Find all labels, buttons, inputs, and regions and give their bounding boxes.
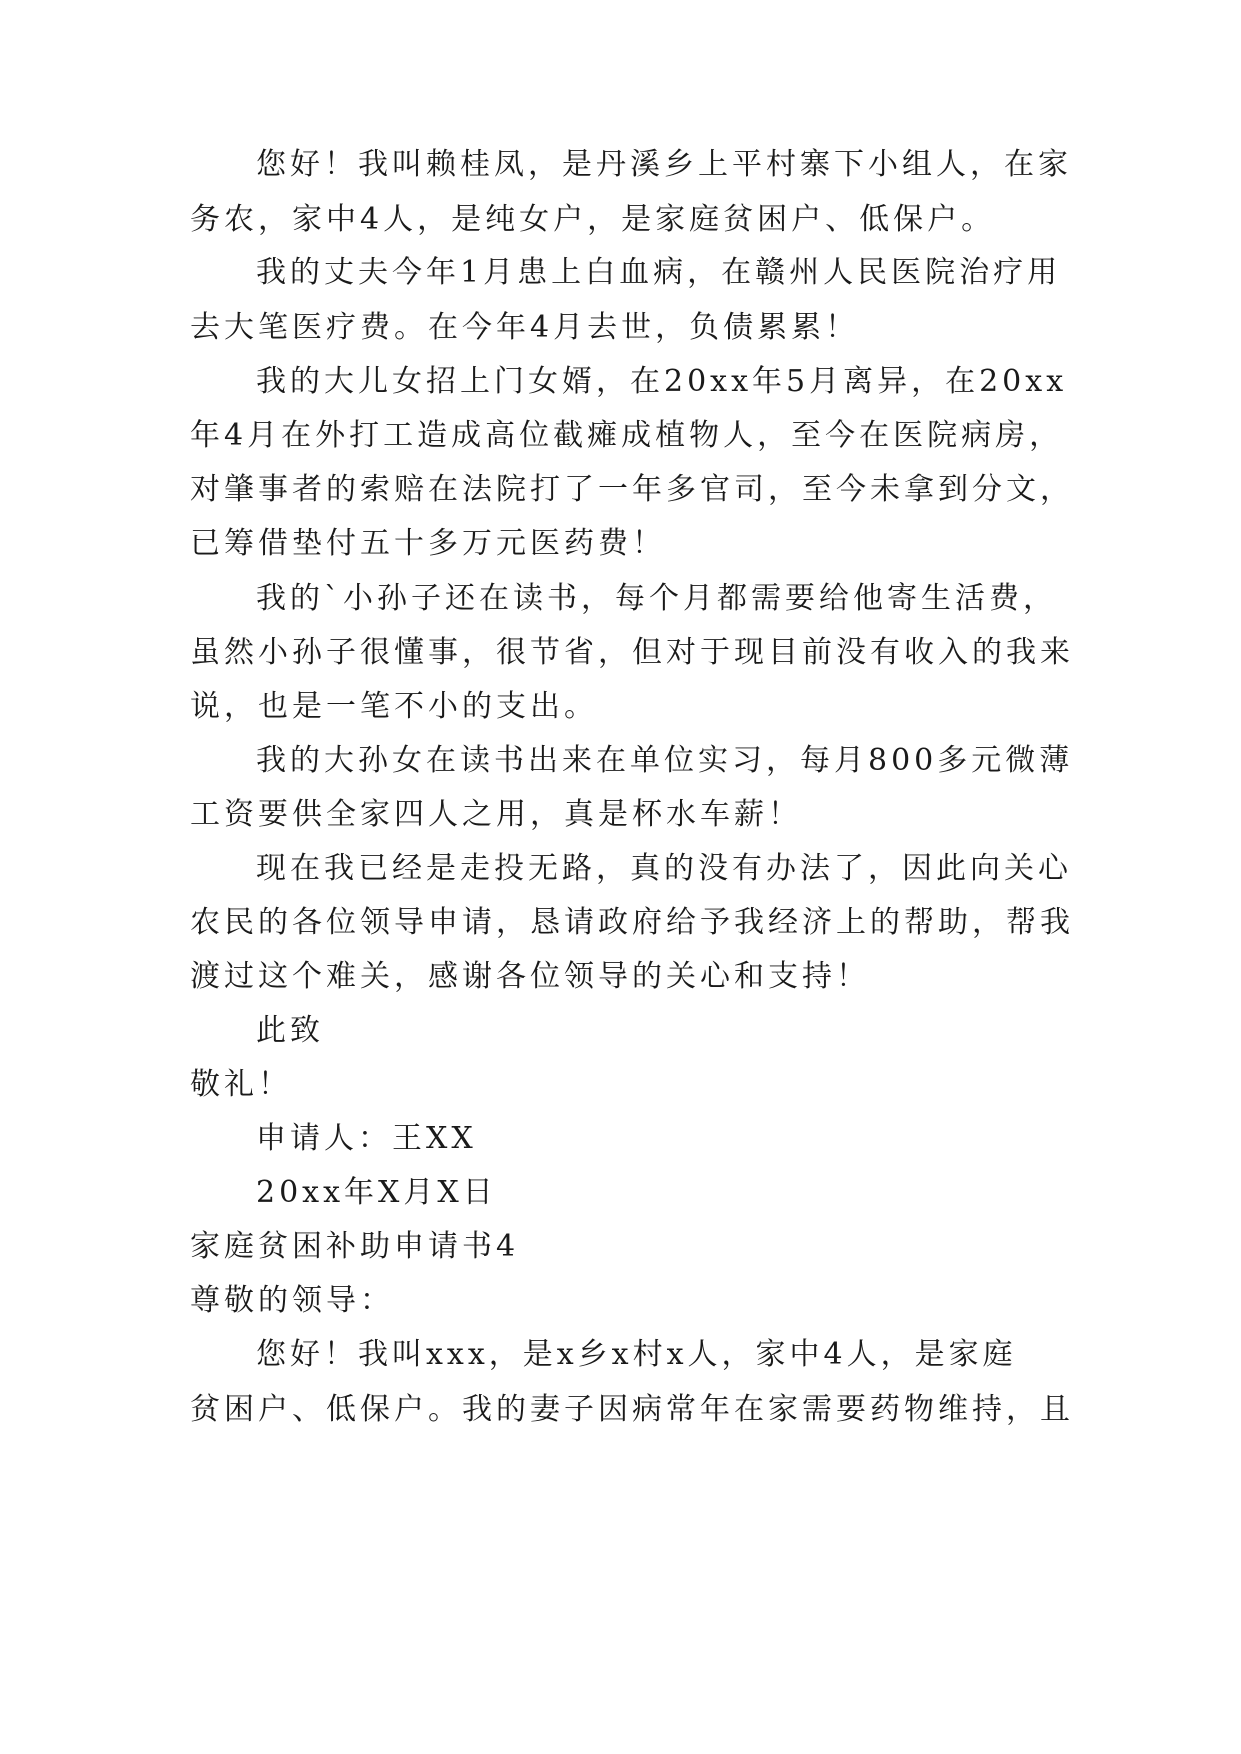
paragraph-3-line-1: 我的大儿女招上门女婿，在20xx年5月离异，在20xx [256, 364, 1068, 399]
paragraph-3-line-2: 年4月在外打工造成高位截瘫成植物人，至今在医院病房， [190, 418, 1064, 453]
applicant-signature: 申请人：王XX [256, 1121, 477, 1156]
paragraph-6-line-3: 渡过这个难关，感谢各位领导的关心和支持！ [190, 959, 870, 994]
signature-date: 20xx年X月X日 [256, 1175, 497, 1210]
closing-salutation: 此致 [256, 1013, 324, 1048]
paragraph-6-line-1: 现在我已经是走投无路，真的没有办法了，因此向关心 [256, 851, 1072, 886]
paragraph-1-line-2: 务农，家中4人，是纯女户，是家庭贫困户、低保户。 [190, 202, 996, 237]
paragraph-3-line-4: 已筹借垫付五十多万元医药费！ [190, 526, 666, 561]
paragraph-1-line-1: 您好！我叫赖桂凤，是丹溪乡上平村寨下小组人，在家 [256, 147, 1072, 182]
greeting: 尊敬的领导： [190, 1283, 394, 1318]
section-title: 家庭贫困补助申请书4 [190, 1229, 520, 1264]
paragraph-4-line-3: 说，也是一笔不小的支出。 [190, 689, 598, 724]
paragraph-2-line-1: 我的丈夫今年1月患上白血病，在赣州人民医院治疗用 [256, 255, 1062, 290]
paragraph-2-line-2: 去大笔医疗费。在今年4月去世，负债累累！ [190, 310, 860, 345]
paragraph-5-line-2: 工资要供全家四人之用，真是杯水车薪！ [190, 797, 802, 832]
paragraph-7-line-2: 贫困户、低保户。我的妻子因病常年在家需要药物维持，且 [190, 1392, 1074, 1427]
closing-respect: 敬礼！ [190, 1067, 292, 1102]
paragraph-4-line-1: 我的`小孙子还在读书，每个月都需要给他寄生活费， [256, 581, 1057, 616]
paragraph-7-line-1: 您好！我叫xxx，是x乡x村x人，家中4人，是家庭 [256, 1337, 1017, 1372]
paragraph-5-line-1: 我的大孙女在读书出来在单位实习，每月800多元微薄 [256, 743, 1074, 778]
paragraph-4-line-2: 虽然小孙子很懂事，很节省，但对于现目前没有收入的我来 [190, 635, 1074, 670]
paragraph-3-line-3: 对肇事者的索赔在法院打了一年多官司，至今未拿到分文， [190, 472, 1074, 507]
paragraph-6-line-2: 农民的各位领导申请，恳请政府给予我经济上的帮助，帮我 [190, 905, 1074, 940]
